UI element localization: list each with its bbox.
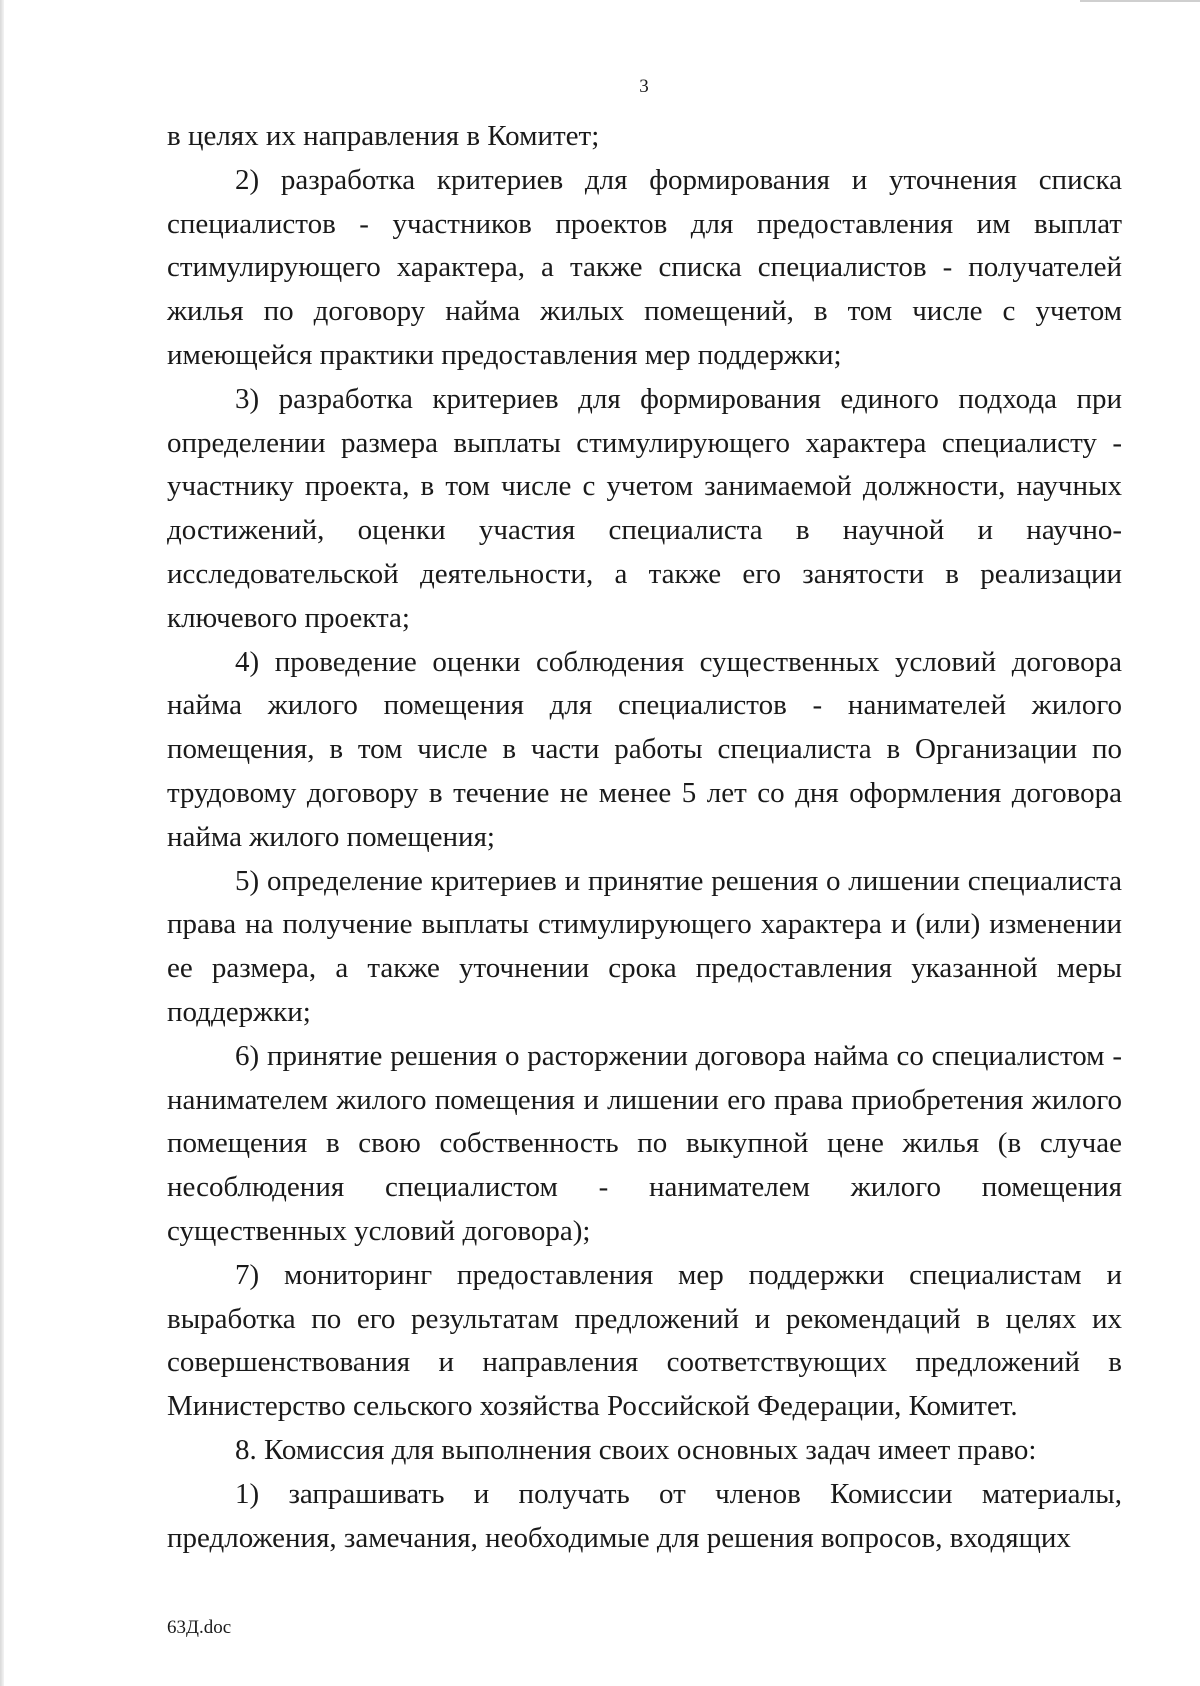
paragraph-item-6: 6) принятие решения о расторжении договора найма со специалистом - нанимателем жилого помещения и лишении его права приобретения жилого помещения в свою собственность по выкупной цене жилья (в случае несоблюдения специалистом - нанимателем жилого помещения существенных условий договора); (167, 1039, 1122, 1247)
scan-edge (0, 0, 4, 1686)
scan-top-rule (1080, 0, 1200, 2)
paragraph-item-2: 2) разработка критериев для формирования и уточнения списка специалистов - участников проектов для предоставления им выплат стимулирующего характера, а также списка специалистов - получателей жилья по договору найма жилых помещений, в том числе с учетом имеющейся практики предоставления мер поддержки; (167, 163, 1122, 371)
paragraph-subitem-1: 1) запрашивать и получать от членов Комиссии материалы, предложения, замечания, необходимые для решения вопросов, входящих (167, 1477, 1122, 1554)
paragraph-section-8: 8. Комиссия для выполнения своих основных задач имеет право: (235, 1433, 1037, 1466)
paragraph-continuation: в целях их направления в Комитет; (167, 120, 600, 152)
page-number: 3 (639, 76, 649, 97)
document-body (167, 115, 1122, 1560)
document-footer: 63Д.doc (167, 1617, 232, 1638)
paragraph-item-5: 5) определение критериев и принятие решения о лишении специалиста права на получение выплаты стимулирующего характера и (или) изменении ее размера, а также уточнении срока предоставления указанной меры поддержки; (167, 864, 1122, 1028)
paragraph-item-3: 3) разработка критериев для формирования единого подхода при определении размера выплаты стимулирующего характера специалисту - участнику проекта, в том числе с учетом занимаемой должности, научных достижений, оценки участия специалиста в научной и научно-исследовательской деятельности, а также его занятости в реализации ключевого проекта; (167, 382, 1122, 634)
paragraph-item-7: 7) мониторинг предоставления мер поддержки специалистам и выработка по его результатам предложений и рекомендаций в целях их совершенствования и направления соответствующих предложений в Министерство сельского хозяйства Российской Федерации, Комитет. (167, 1258, 1122, 1423)
paragraph-item-4: 4) проведение оценки соблюдения существенных условий договора найма жилого помещения для специалистов - нанимателей жилого помещения, в том числе в части работы специалиста в Организации по трудовому договору в течение не менее 5 лет со дня оформления договора найма жилого помещения; (167, 645, 1122, 853)
